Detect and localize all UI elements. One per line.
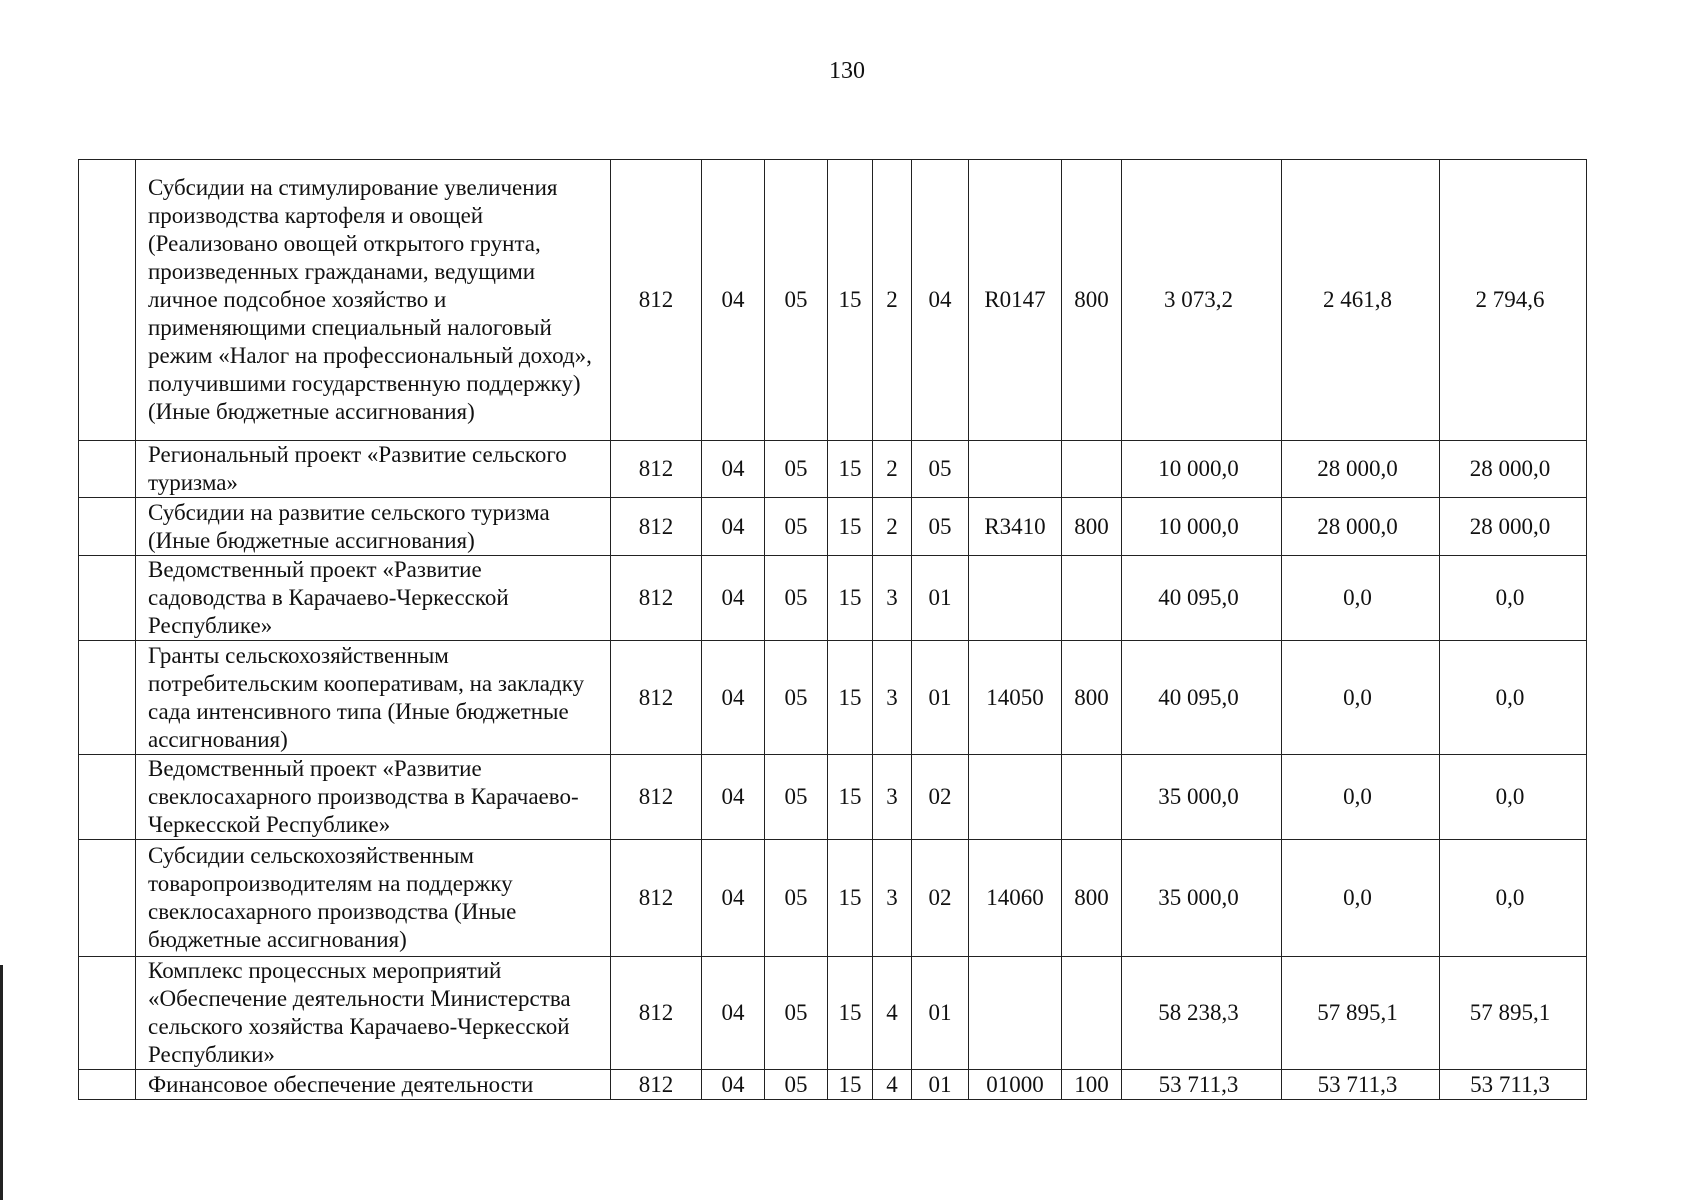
type-code-cell: 2 — [873, 498, 912, 556]
program-code-cell: 15 — [828, 957, 873, 1070]
row-number-cell — [79, 1070, 136, 1100]
sub-code-cell: 02 — [912, 755, 969, 840]
direction-code-cell: 14060 — [969, 840, 1062, 957]
amount-year-2-cell: 0,0 — [1282, 641, 1440, 755]
type-code-cell: 3 — [873, 755, 912, 840]
description-cell: Ведомственный проект «Развитие свеклосахарного производства в Карачаево-Черкесской Республике» — [136, 755, 611, 840]
description-cell: Субсидии сельскохозяйственным товаропроизводителям на поддержку свеклосахарного производства (Иные бюджетные ассигнования) — [136, 840, 611, 957]
amount-year-2-cell: 0,0 — [1282, 755, 1440, 840]
direction-code-cell: R0147 — [969, 160, 1062, 441]
expense-type-code-cell — [1062, 441, 1122, 498]
section-code-cell: 04 — [702, 641, 765, 755]
description-cell: Субсидии на стимулирование увеличения производства картофеля и овощей (Реализовано овощей открытого грунта, произведенных гражданами, ведущими личное подсобное хозяйство и применяющими специальный налоговый режим «Налог на профессиональный доход», получившими государственную поддержку) (Иные бюджетные ассигнования) — [136, 160, 611, 441]
program-code-cell: 15 — [828, 641, 873, 755]
section-code-cell: 04 — [702, 160, 765, 441]
amount-year-1-cell: 10 000,0 — [1122, 441, 1282, 498]
amount-year-1-cell: 35 000,0 — [1122, 755, 1282, 840]
ministry-code-cell: 812 — [611, 498, 702, 556]
direction-code-cell: R3410 — [969, 498, 1062, 556]
row-number-cell — [79, 755, 136, 840]
program-code-cell: 15 — [828, 498, 873, 556]
description-cell: Финансовое обеспечение деятельности — [136, 1070, 611, 1100]
amount-year-1-cell: 40 095,0 — [1122, 641, 1282, 755]
direction-code-cell: 14050 — [969, 641, 1062, 755]
amount-year-2-cell: 28 000,0 — [1282, 441, 1440, 498]
description-cell: Ведомственный проект «Развитие садоводства в Карачаево-Черкесской Республике» — [136, 556, 611, 641]
table-row — [79, 957, 1587, 1070]
expense-type-code-cell — [1062, 755, 1122, 840]
table-body — [79, 160, 1587, 1100]
direction-code-cell — [969, 441, 1062, 498]
type-code-cell: 3 — [873, 641, 912, 755]
sub-code-cell: 02 — [912, 840, 969, 957]
sub-code-cell: 05 — [912, 441, 969, 498]
subsection-code-cell: 05 — [765, 1070, 828, 1100]
type-code-cell: 2 — [873, 160, 912, 441]
sub-code-cell: 05 — [912, 498, 969, 556]
description-cell: Гранты сельскохозяйственным потребительским кооперативам, на закладку сада интенсивного типа (Иные бюджетные ассигнования) — [136, 641, 611, 755]
amount-year-1-cell: 10 000,0 — [1122, 498, 1282, 556]
row-number-cell — [79, 160, 136, 441]
subsection-code-cell: 05 — [765, 755, 828, 840]
subsection-code-cell: 05 — [765, 840, 828, 957]
amount-year-3-cell: 0,0 — [1440, 641, 1587, 755]
program-code-cell: 15 — [828, 160, 873, 441]
amount-year-1-cell: 35 000,0 — [1122, 840, 1282, 957]
table-row — [79, 840, 1587, 957]
amount-year-3-cell: 2 794,6 — [1440, 160, 1587, 441]
subsection-code-cell: 05 — [765, 498, 828, 556]
amount-year-1-cell: 58 238,3 — [1122, 957, 1282, 1070]
table-row — [79, 441, 1587, 498]
amount-year-2-cell: 28 000,0 — [1282, 498, 1440, 556]
direction-code-cell — [969, 556, 1062, 641]
program-code-cell: 15 — [828, 1070, 873, 1100]
subsection-code-cell: 05 — [765, 556, 828, 641]
section-code-cell: 04 — [702, 957, 765, 1070]
section-code-cell: 04 — [702, 441, 765, 498]
expense-type-code-cell: 800 — [1062, 498, 1122, 556]
section-code-cell: 04 — [702, 556, 765, 641]
amount-year-2-cell: 0,0 — [1282, 840, 1440, 957]
row-number-cell — [79, 641, 136, 755]
expense-type-code-cell: 800 — [1062, 641, 1122, 755]
direction-code-cell: 01000 — [969, 1070, 1062, 1100]
amount-year-1-cell: 53 711,3 — [1122, 1070, 1282, 1100]
amount-year-1-cell: 40 095,0 — [1122, 556, 1282, 641]
section-code-cell: 04 — [702, 840, 765, 957]
row-number-cell — [79, 441, 136, 498]
expense-type-code-cell: 800 — [1062, 160, 1122, 441]
sub-code-cell: 04 — [912, 160, 969, 441]
table-row — [79, 160, 1587, 441]
table-row — [79, 498, 1587, 556]
expense-type-code-cell: 800 — [1062, 840, 1122, 957]
ministry-code-cell: 812 — [611, 755, 702, 840]
row-number-cell — [79, 957, 136, 1070]
ministry-code-cell: 812 — [611, 556, 702, 641]
subsection-code-cell: 05 — [765, 441, 828, 498]
type-code-cell: 2 — [873, 441, 912, 498]
scan-edge-mark — [0, 965, 3, 1200]
amount-year-3-cell: 28 000,0 — [1440, 441, 1587, 498]
description-cell: Комплекс процессных мероприятий «Обеспечение деятельности Министерства сельского хозяйства Карачаево-Черкесской Республики» — [136, 957, 611, 1070]
section-code-cell: 04 — [702, 755, 765, 840]
row-number-cell — [79, 498, 136, 556]
sub-code-cell: 01 — [912, 1070, 969, 1100]
program-code-cell: 15 — [828, 556, 873, 641]
amount-year-3-cell: 57 895,1 — [1440, 957, 1587, 1070]
type-code-cell: 4 — [873, 1070, 912, 1100]
row-number-cell — [79, 840, 136, 957]
table-row — [79, 755, 1587, 840]
program-code-cell: 15 — [828, 755, 873, 840]
amount-year-3-cell: 28 000,0 — [1440, 498, 1587, 556]
ministry-code-cell: 812 — [611, 957, 702, 1070]
type-code-cell: 3 — [873, 556, 912, 641]
amount-year-2-cell: 53 711,3 — [1282, 1070, 1440, 1100]
amount-year-3-cell: 53 711,3 — [1440, 1070, 1587, 1100]
type-code-cell: 3 — [873, 840, 912, 957]
table-row — [79, 1070, 1587, 1100]
amount-year-1-cell: 3 073,2 — [1122, 160, 1282, 441]
ministry-code-cell: 812 — [611, 641, 702, 755]
amount-year-2-cell: 57 895,1 — [1282, 957, 1440, 1070]
ministry-code-cell: 812 — [611, 1070, 702, 1100]
amount-year-3-cell: 0,0 — [1440, 755, 1587, 840]
budget-table — [78, 159, 1587, 1100]
subsection-code-cell: 05 — [765, 160, 828, 441]
subsection-code-cell: 05 — [765, 641, 828, 755]
ministry-code-cell: 812 — [611, 160, 702, 441]
direction-code-cell — [969, 755, 1062, 840]
amount-year-3-cell: 0,0 — [1440, 840, 1587, 957]
expense-type-code-cell — [1062, 957, 1122, 1070]
section-code-cell: 04 — [702, 1070, 765, 1100]
row-number-cell — [79, 556, 136, 641]
table-row — [79, 641, 1587, 755]
amount-year-2-cell: 0,0 — [1282, 556, 1440, 641]
description-cell: Субсидии на развитие сельского туризма (Иные бюджетные ассигнования) — [136, 498, 611, 556]
page-number: 130 — [829, 58, 865, 84]
description-cell: Региональный проект «Развитие сельского туризма» — [136, 441, 611, 498]
type-code-cell: 4 — [873, 957, 912, 1070]
table-row — [79, 556, 1587, 641]
program-code-cell: 15 — [828, 840, 873, 957]
section-code-cell: 04 — [702, 498, 765, 556]
sub-code-cell: 01 — [912, 556, 969, 641]
program-code-cell: 15 — [828, 441, 873, 498]
amount-year-2-cell: 2 461,8 — [1282, 160, 1440, 441]
expense-type-code-cell: 100 — [1062, 1070, 1122, 1100]
direction-code-cell — [969, 957, 1062, 1070]
ministry-code-cell: 812 — [611, 840, 702, 957]
expense-type-code-cell — [1062, 556, 1122, 641]
subsection-code-cell: 05 — [765, 957, 828, 1070]
sub-code-cell: 01 — [912, 957, 969, 1070]
amount-year-3-cell: 0,0 — [1440, 556, 1587, 641]
ministry-code-cell: 812 — [611, 441, 702, 498]
sub-code-cell: 01 — [912, 641, 969, 755]
